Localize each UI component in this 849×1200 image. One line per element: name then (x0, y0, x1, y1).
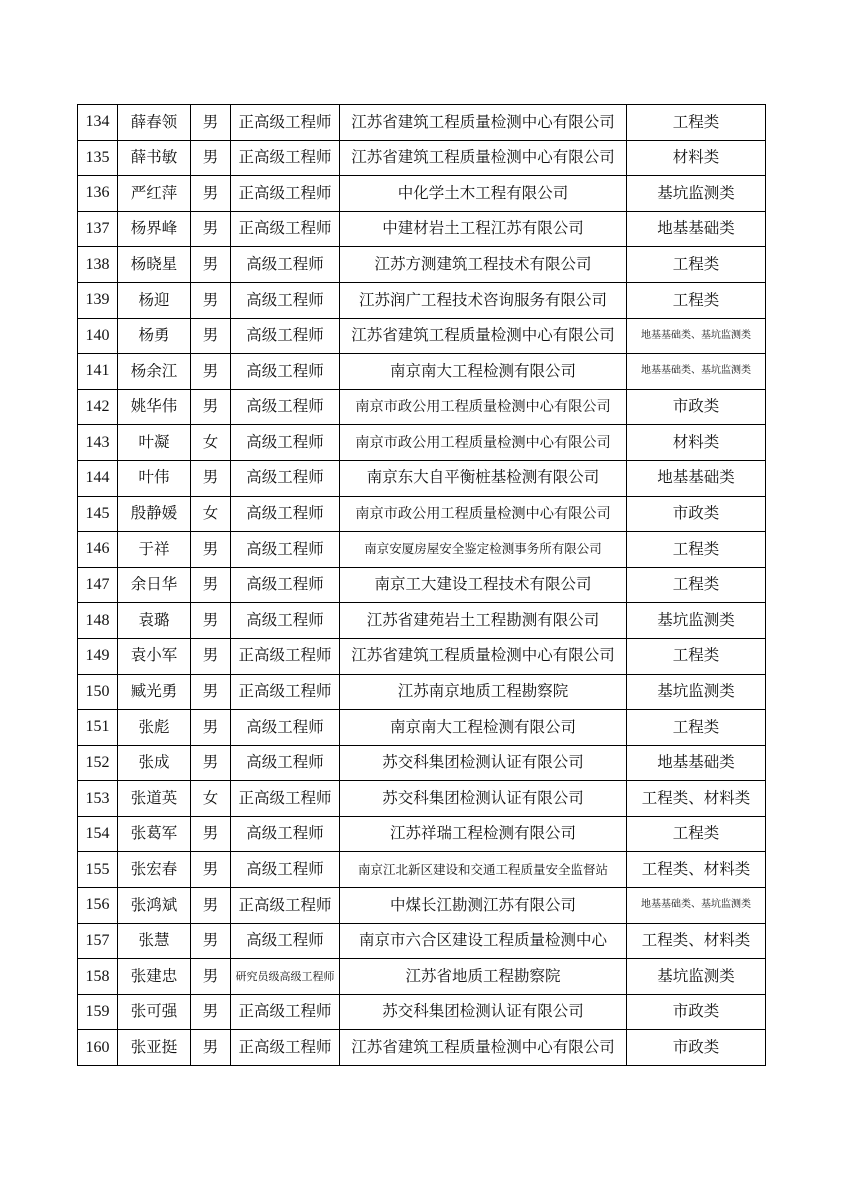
row-number-cell: 153 (78, 781, 118, 817)
row-number-cell: 158 (78, 959, 118, 995)
professional-title-cell: 高级工程师 (231, 923, 340, 959)
table-row (78, 638, 766, 674)
organization-cell: 江苏润广工程技术咨询服务有限公司 (340, 282, 627, 318)
organization-cell: 中建材岩土工程江苏有限公司 (340, 211, 627, 247)
gender-cell: 男 (191, 140, 231, 176)
person-name-cell: 余日华 (118, 567, 191, 603)
organization-cell: 南京南大工程检测有限公司 (340, 710, 627, 746)
person-name-cell: 张宏春 (118, 852, 191, 888)
gender-cell: 男 (191, 460, 231, 496)
person-name-cell: 张道英 (118, 781, 191, 817)
gender-cell: 男 (191, 959, 231, 995)
category-cell: 工程类 (627, 710, 766, 746)
professional-title-cell: 高级工程师 (231, 852, 340, 888)
category-cell: 市政类 (627, 496, 766, 532)
gender-cell: 男 (191, 994, 231, 1030)
row-number-cell: 148 (78, 603, 118, 639)
row-number-cell: 147 (78, 567, 118, 603)
gender-cell: 男 (191, 105, 231, 141)
row-number-cell: 138 (78, 247, 118, 283)
row-number-cell: 141 (78, 354, 118, 390)
row-number-cell: 150 (78, 674, 118, 710)
gender-cell: 男 (191, 532, 231, 568)
table-row (78, 923, 766, 959)
category-cell: 工程类 (627, 282, 766, 318)
table-row (78, 354, 766, 390)
organization-cell: 苏交科集团检测认证有限公司 (340, 781, 627, 817)
person-name-cell: 张建忠 (118, 959, 191, 995)
row-number-cell: 155 (78, 852, 118, 888)
row-number-cell: 134 (78, 105, 118, 141)
roster-body (78, 105, 766, 1066)
category-cell: 工程类、材料类 (627, 923, 766, 959)
person-name-cell: 杨晓星 (118, 247, 191, 283)
gender-cell: 男 (191, 354, 231, 390)
table-row (78, 389, 766, 425)
category-cell: 地基基础类、基坑监测类 (627, 318, 766, 354)
person-name-cell: 袁小军 (118, 638, 191, 674)
category-cell: 市政类 (627, 1030, 766, 1066)
table-row (78, 674, 766, 710)
person-name-cell: 张葛军 (118, 816, 191, 852)
gender-cell: 男 (191, 211, 231, 247)
category-cell: 地基基础类、基坑监测类 (627, 354, 766, 390)
professional-title-cell: 高级工程师 (231, 816, 340, 852)
table-row (78, 888, 766, 924)
gender-cell: 男 (191, 1030, 231, 1066)
table-row (78, 496, 766, 532)
professional-title-cell: 高级工程师 (231, 603, 340, 639)
table-row (78, 318, 766, 354)
gender-cell: 男 (191, 638, 231, 674)
row-number-cell: 143 (78, 425, 118, 461)
table-row (78, 247, 766, 283)
row-number-cell: 156 (78, 888, 118, 924)
category-cell: 工程类 (627, 532, 766, 568)
table-row (78, 140, 766, 176)
table-row (78, 176, 766, 212)
table-row (78, 745, 766, 781)
organization-cell: 南京南大工程检测有限公司 (340, 354, 627, 390)
table-row (78, 1030, 766, 1066)
category-cell: 工程类、材料类 (627, 852, 766, 888)
row-number-cell: 149 (78, 638, 118, 674)
organization-cell: 南京工大建设工程技术有限公司 (340, 567, 627, 603)
professional-title-cell: 高级工程师 (231, 389, 340, 425)
organization-cell: 南京市政公用工程质量检测中心有限公司 (340, 389, 627, 425)
table-row (78, 532, 766, 568)
table-row (78, 710, 766, 746)
person-name-cell: 张亚挺 (118, 1030, 191, 1066)
person-name-cell: 张彪 (118, 710, 191, 746)
professional-title-cell: 正高级工程师 (231, 994, 340, 1030)
person-name-cell: 臧光勇 (118, 674, 191, 710)
professional-title-cell: 正高级工程师 (231, 638, 340, 674)
person-name-cell: 叶凝 (118, 425, 191, 461)
organization-cell: 南京市政公用工程质量检测中心有限公司 (340, 425, 627, 461)
table-row (78, 781, 766, 817)
organization-cell: 江苏省建筑工程质量检测中心有限公司 (340, 638, 627, 674)
person-name-cell: 殷静媛 (118, 496, 191, 532)
organization-cell: 江苏省建筑工程质量检测中心有限公司 (340, 140, 627, 176)
table-row (78, 852, 766, 888)
category-cell: 工程类 (627, 638, 766, 674)
category-cell: 工程类 (627, 567, 766, 603)
roster-table (77, 104, 766, 1066)
row-number-cell: 154 (78, 816, 118, 852)
organization-cell: 江苏南京地质工程勘察院 (340, 674, 627, 710)
person-name-cell: 张慧 (118, 923, 191, 959)
gender-cell: 男 (191, 247, 231, 283)
gender-cell: 男 (191, 567, 231, 603)
row-number-cell: 157 (78, 923, 118, 959)
category-cell: 市政类 (627, 389, 766, 425)
professional-title-cell: 高级工程师 (231, 460, 340, 496)
gender-cell: 男 (191, 888, 231, 924)
professional-title-cell: 高级工程师 (231, 354, 340, 390)
row-number-cell: 146 (78, 532, 118, 568)
row-number-cell: 145 (78, 496, 118, 532)
professional-title-cell: 高级工程师 (231, 496, 340, 532)
professional-title-cell: 高级工程师 (231, 425, 340, 461)
professional-title-cell: 高级工程师 (231, 567, 340, 603)
table-row (78, 105, 766, 141)
category-cell: 地基基础类 (627, 460, 766, 496)
table-row (78, 816, 766, 852)
person-name-cell: 薛书敏 (118, 140, 191, 176)
person-name-cell: 姚华伟 (118, 389, 191, 425)
row-number-cell: 159 (78, 994, 118, 1030)
person-name-cell: 杨余江 (118, 354, 191, 390)
person-name-cell: 张可强 (118, 994, 191, 1030)
professional-title-cell: 研究员级高级工程师 (231, 959, 340, 995)
gender-cell: 女 (191, 425, 231, 461)
person-name-cell: 杨迎 (118, 282, 191, 318)
category-cell: 地基基础类 (627, 745, 766, 781)
category-cell: 基坑监测类 (627, 959, 766, 995)
gender-cell: 男 (191, 816, 231, 852)
professional-title-cell: 正高级工程师 (231, 781, 340, 817)
category-cell: 工程类 (627, 816, 766, 852)
table-row (78, 994, 766, 1030)
professional-title-cell: 正高级工程师 (231, 211, 340, 247)
person-name-cell: 于祥 (118, 532, 191, 568)
professional-title-cell: 高级工程师 (231, 318, 340, 354)
professional-title-cell: 高级工程师 (231, 745, 340, 781)
gender-cell: 男 (191, 318, 231, 354)
organization-cell: 苏交科集团检测认证有限公司 (340, 745, 627, 781)
category-cell: 基坑监测类 (627, 176, 766, 212)
gender-cell: 男 (191, 176, 231, 212)
table-row (78, 959, 766, 995)
organization-cell: 江苏省建筑工程质量检测中心有限公司 (340, 318, 627, 354)
person-name-cell: 张鸿斌 (118, 888, 191, 924)
table-row (78, 603, 766, 639)
row-number-cell: 144 (78, 460, 118, 496)
organization-cell: 江苏省建筑工程质量检测中心有限公司 (340, 1030, 627, 1066)
gender-cell: 男 (191, 852, 231, 888)
category-cell: 基坑监测类 (627, 603, 766, 639)
organization-cell: 江苏方测建筑工程技术有限公司 (340, 247, 627, 283)
organization-cell: 江苏省建苑岩土工程勘测有限公司 (340, 603, 627, 639)
category-cell: 工程类 (627, 247, 766, 283)
organization-cell: 江苏省地质工程勘察院 (340, 959, 627, 995)
gender-cell: 男 (191, 745, 231, 781)
person-name-cell: 杨界峰 (118, 211, 191, 247)
person-name-cell: 严红萍 (118, 176, 191, 212)
gender-cell: 女 (191, 781, 231, 817)
category-cell: 材料类 (627, 425, 766, 461)
category-cell: 市政类 (627, 994, 766, 1030)
row-number-cell: 140 (78, 318, 118, 354)
organization-cell: 南京市六合区建设工程质量检测中心 (340, 923, 627, 959)
gender-cell: 男 (191, 389, 231, 425)
gender-cell: 男 (191, 923, 231, 959)
person-name-cell: 张成 (118, 745, 191, 781)
professional-title-cell: 正高级工程师 (231, 888, 340, 924)
person-name-cell: 叶伟 (118, 460, 191, 496)
gender-cell: 男 (191, 282, 231, 318)
row-number-cell: 137 (78, 211, 118, 247)
roster-table-container (77, 104, 765, 1066)
organization-cell: 中化学土木工程有限公司 (340, 176, 627, 212)
organization-cell: 江苏省建筑工程质量检测中心有限公司 (340, 105, 627, 141)
table-row (78, 460, 766, 496)
organization-cell: 南京东大自平衡桩基检测有限公司 (340, 460, 627, 496)
professional-title-cell: 高级工程师 (231, 247, 340, 283)
row-number-cell: 152 (78, 745, 118, 781)
row-number-cell: 151 (78, 710, 118, 746)
category-cell: 地基基础类、基坑监测类 (627, 888, 766, 924)
professional-title-cell: 正高级工程师 (231, 140, 340, 176)
professional-title-cell: 正高级工程师 (231, 674, 340, 710)
table-row (78, 425, 766, 461)
organization-cell: 江苏祥瑞工程检测有限公司 (340, 816, 627, 852)
category-cell: 工程类、材料类 (627, 781, 766, 817)
organization-cell: 苏交科集团检测认证有限公司 (340, 994, 627, 1030)
gender-cell: 男 (191, 710, 231, 746)
row-number-cell: 139 (78, 282, 118, 318)
row-number-cell: 160 (78, 1030, 118, 1066)
organization-cell: 南京江北新区建设和交通工程质量安全监督站 (340, 852, 627, 888)
table-row (78, 211, 766, 247)
organization-cell: 中煤长江勘测江苏有限公司 (340, 888, 627, 924)
person-name-cell: 袁璐 (118, 603, 191, 639)
organization-cell: 南京市政公用工程质量检测中心有限公司 (340, 496, 627, 532)
gender-cell: 男 (191, 603, 231, 639)
table-row (78, 282, 766, 318)
professional-title-cell: 正高级工程师 (231, 1030, 340, 1066)
gender-cell: 男 (191, 674, 231, 710)
category-cell: 地基基础类 (627, 211, 766, 247)
professional-title-cell: 高级工程师 (231, 282, 340, 318)
category-cell: 工程类 (627, 105, 766, 141)
category-cell: 基坑监测类 (627, 674, 766, 710)
professional-title-cell: 正高级工程师 (231, 105, 340, 141)
category-cell: 材料类 (627, 140, 766, 176)
professional-title-cell: 高级工程师 (231, 532, 340, 568)
gender-cell: 女 (191, 496, 231, 532)
person-name-cell: 杨勇 (118, 318, 191, 354)
organization-cell: 南京安厦房屋安全鉴定检测事务所有限公司 (340, 532, 627, 568)
person-name-cell: 薛春领 (118, 105, 191, 141)
row-number-cell: 135 (78, 140, 118, 176)
row-number-cell: 136 (78, 176, 118, 212)
table-row (78, 567, 766, 603)
row-number-cell: 142 (78, 389, 118, 425)
professional-title-cell: 正高级工程师 (231, 176, 340, 212)
professional-title-cell: 高级工程师 (231, 710, 340, 746)
